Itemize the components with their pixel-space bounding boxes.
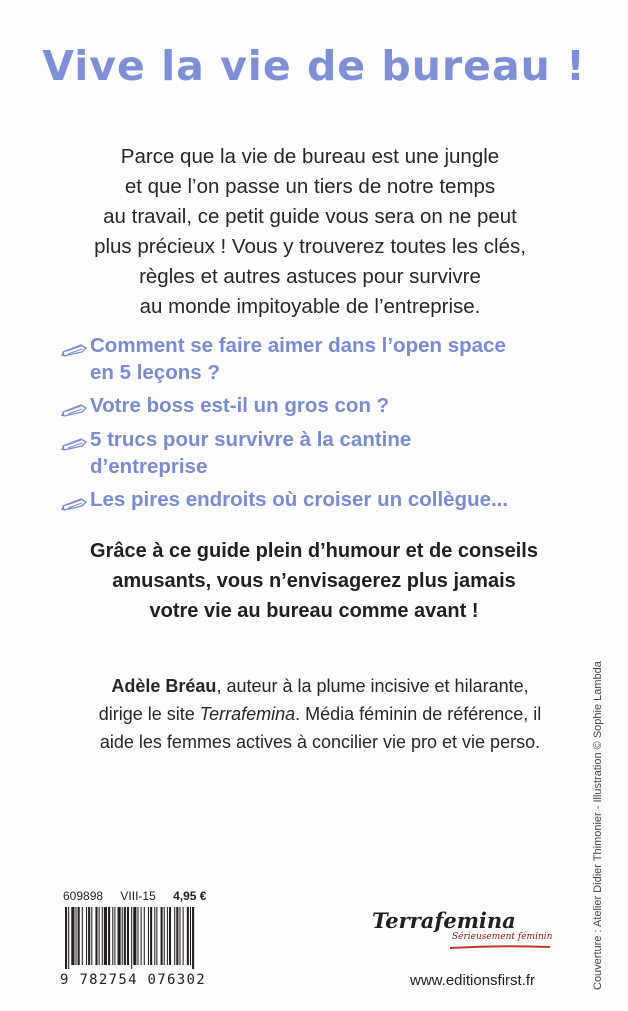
intro-line: au travail, ce petit guide vous sera on ne peut [103,205,517,228]
bullet-item [60,392,600,420]
barcode-bar [161,907,163,965]
bullet-list [60,332,600,520]
bullet-line: d’entreprise [90,455,208,478]
barcode-bar [164,907,165,965]
bullet-line: Les pires endroits où croiser un collègue... [90,488,509,511]
intro-paragraph [60,142,560,322]
publisher-logo [372,908,562,956]
barcode-bar [133,907,136,965]
author-text: , auteur à la plume incisive et hilarante, [216,676,529,696]
cover-credits: Couverture : Atelier Didier Thimonier - Illustration © Sophie Lambda [592,661,604,990]
barcode-bar [192,907,194,969]
barcode-bar [86,907,87,965]
barcode-bar [82,907,83,965]
price: 4,95 € [173,889,207,903]
bullet-line: Comment se faire aimer dans l’open space [90,334,506,357]
intro-line: et que l’on passe un tiers de notre temps [124,175,496,198]
series-code: VIII-15 [120,889,156,903]
author-site: Terrafemina [199,704,296,724]
bullet-item [60,332,600,386]
author-line: aide les femmes actives à concilier vie pro et vie perso. [99,732,541,752]
barcode-bar [183,907,184,965]
bullet-line: 5 trucs pour survivre à la cantine [90,428,412,451]
barcode-bar [68,907,69,969]
barcode-bar [156,907,157,965]
barcode-bar [91,907,92,965]
logo-swoosh-icon [450,943,550,949]
barcode-bar [65,907,67,969]
price-line [63,889,220,903]
author-name: Adèle Bréau [111,676,217,696]
barcode-bar [78,907,80,965]
barcode-bar [108,907,110,965]
barcode-bar [150,907,152,965]
barcode-bar [127,907,129,965]
closing-line: amusants, vous n’envisagerez plus jamais [112,570,516,592]
author-line [50,700,590,728]
page-title: Vive la vie de bureau ! [42,42,586,90]
closing-paragraph [50,536,578,626]
barcode-bar [112,907,113,965]
bullet-line: Votre boss est-il un gros con ? [90,394,390,417]
barcode-bar [148,907,149,965]
barcode-bar [179,907,180,965]
author-text: dirige le site [98,704,200,724]
barcode-bar [137,907,138,965]
pencil-icon [60,490,90,514]
intro-line: Parce que la vie de bureau est une jungle [120,145,500,168]
product-code: 609898 [63,889,104,903]
barcode-bar [190,907,191,965]
barcode-bar [118,907,121,965]
barcode-bar [131,907,132,969]
intro-line: au monde impitoyable de l’entreprise. [139,295,481,318]
barcode-bar [102,907,103,965]
barcode-bar [174,907,175,965]
pencil-icon [60,430,90,454]
intro-line: règles et autres astuces pour survivre [139,265,481,288]
barcode-bar [187,907,189,965]
barcode-bar [144,907,145,965]
publisher-website: www.editionsfirst.fr [410,972,536,989]
barcode-bar [99,907,100,965]
barcode-bar [88,907,90,965]
barcode [64,907,238,969]
pencil-icon [60,396,90,420]
bullet-item [60,426,600,480]
bullet-line: en 5 leçons ? [90,361,220,384]
bullet-item [60,486,600,514]
intro-line: plus précieux ! Vous y trouverez toutes les clés, [94,235,526,258]
barcode-bar [124,907,126,965]
logo-brand: Terrafemina [372,908,516,933]
barcode-bar [114,907,115,965]
closing-line: votre vie au bureau comme avant ! [149,600,479,622]
barcode-bar [169,907,171,965]
barcode-bar [95,907,97,965]
barcode-bar [154,907,155,965]
barcode-bar [122,907,123,965]
barcode-bar [76,907,77,965]
pencil-icon [60,336,90,360]
logo-tagline: Sérieusement féminin [452,932,553,942]
closing-line: Grâce à ce guide plein d’humour et de conseils [90,540,538,562]
barcode-bar [71,907,74,965]
author-text: . Média féminin de référence, il [295,704,542,724]
author-bio [50,672,590,756]
barcode-bar [176,907,178,965]
barcode-bar [141,907,142,965]
barcode-bar [167,907,168,965]
author-line [50,672,590,700]
barcode-bar [104,907,107,965]
isbn-number: 9 782754 076302 [60,972,206,988]
